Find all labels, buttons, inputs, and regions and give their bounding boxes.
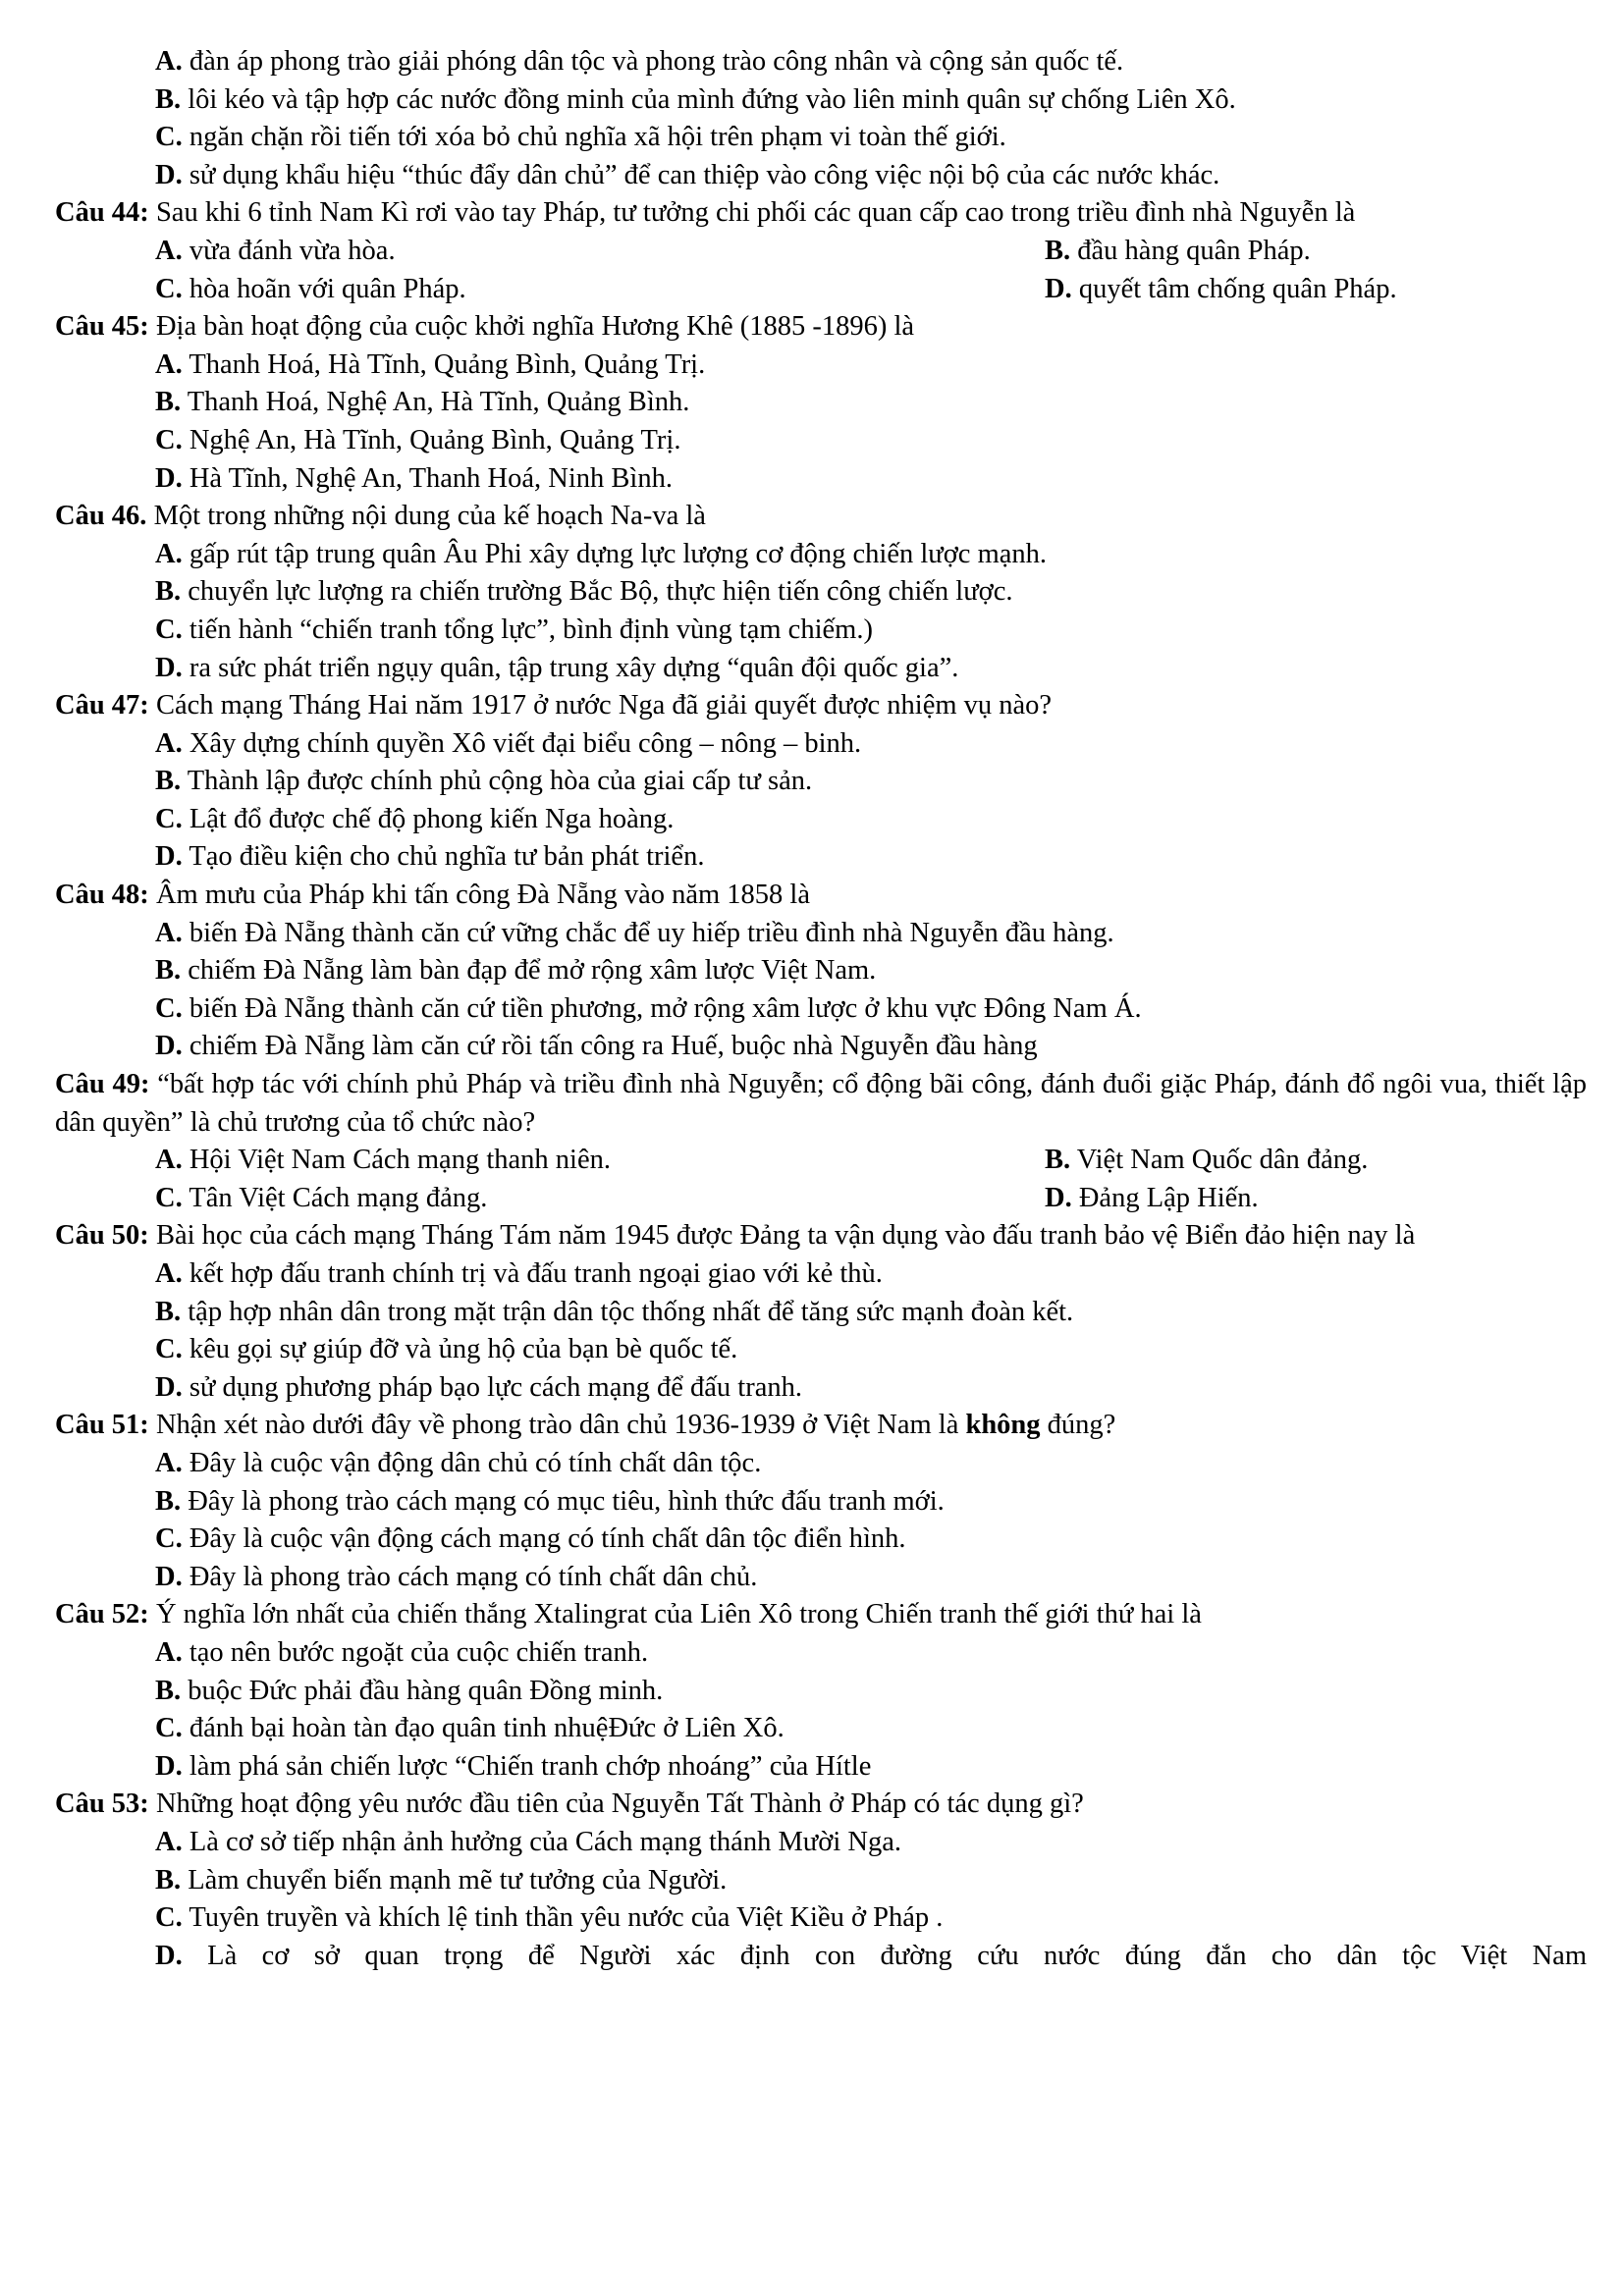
question-53 <box>55 1786 1587 1824</box>
option-b: B. lôi kéo và tập hợp các nước đồng minh của mình đứng vào liên minh quân sự chống Liên Xô. <box>155 83 1236 115</box>
question-text: Âm mưu của Pháp khi tấn công Đà Nẵng vào năm 1858 là <box>148 880 810 911</box>
question-label: Câu 47: <box>55 690 149 721</box>
option-c: C. đánh bại hoàn tàn đạo quân tinh nhuệĐức ở Liên Xô. <box>155 1713 784 1744</box>
question-52 <box>55 1596 1587 1634</box>
option-c: C. Lật đổ được chế độ phong kiến Nga hoàng. <box>155 803 675 834</box>
question-45 <box>55 308 1587 347</box>
question-text: Một trong những nội dung của kế hoạch Na-va là <box>146 501 706 532</box>
question-text: Cách mạng Tháng Hai năm 1917 ở nước Nga đã giải quyết được nhiệm vụ nào? <box>148 690 1053 721</box>
option-d: D. chiếm Đà Nẵng làm căn cứ rồi tấn công ra Huế, buộc nhà Nguyễn đầu hàng <box>155 1031 1038 1062</box>
question-51 <box>55 1407 1587 1445</box>
option-a: A. Là cơ sở tiếp nhận ảnh hưởng của Cách mạng thánh Mười Nga. <box>155 1826 901 1857</box>
option-b: B. buộc Đức phải đầu hàng quân Đồng minh. <box>155 1675 664 1706</box>
question-label: Câu 48: <box>55 880 149 911</box>
option-a: A. kết hợp đấu tranh chính trị và đấu tranh ngoại giao với kẻ thù. <box>155 1258 883 1289</box>
question-text: Ý nghĩa lớn nhất của chiến thắng Xtalingrat của Liên Xô trong Chiến tranh thế giới thứ hai là <box>148 1599 1202 1630</box>
option-c: C. ngăn chặn rồi tiến tới xóa bỏ chủ nghĩa xã hội trên phạm vi toàn thế giới. <box>155 122 1006 153</box>
option-a: A. vừa đánh vừa hòa. <box>155 235 396 266</box>
option-b: B. Làm chuyển biến mạnh mẽ tư tưởng của Người. <box>155 1864 728 1896</box>
option-c: C. Nghệ An, Hà Tĩnh, Quảng Bình, Quảng Trị. <box>155 424 681 455</box>
question-text: Những hoạt động yêu nước đầu tiên của Nguyễn Tất Thành ở Pháp có tác dụng gì? <box>148 1789 1084 1820</box>
option-c: C. hòa hoãn với quân Pháp. <box>155 273 466 304</box>
option-b: B. Thành lập được chính phủ cộng hòa của giai cấp tư sản. <box>155 766 813 797</box>
question-47 <box>55 687 1587 725</box>
option-a: A. Xây dựng chính quyền Xô viết đại biểu công – nông – binh. <box>155 727 862 759</box>
question-label: Câu 50: <box>55 1220 149 1252</box>
question-label: Câu 46. <box>55 501 147 532</box>
question-label: Câu 44: <box>55 197 149 229</box>
option-row <box>55 233 1587 271</box>
option-c: C. Tân Việt Cách mạng đảng. <box>155 1182 488 1213</box>
question-label: Câu 45: <box>55 311 149 343</box>
option-a: A. gấp rút tập trung quân Âu Phi xây dựng lực lượng cơ động chiến lược mạnh. <box>155 538 1048 569</box>
option-d: D. ra sức phát triển ngụy quân, tập trung xây dựng “quân đội quốc gia”. <box>155 652 959 683</box>
question-text: Bài học của cách mạng Tháng Tám năm 1945 được Đảng ta vận dụng vào đấu tranh bảo vệ Biển đảo hiện nay là <box>148 1220 1416 1252</box>
option-d: D. sử dụng phương pháp bạo lực cách mạng để đấu tranh. <box>155 1371 802 1403</box>
question-46 <box>55 498 1587 536</box>
option-b: B. Thanh Hoá, Nghệ An, Hà Tĩnh, Quảng Bình. <box>155 387 690 418</box>
option-d: D. Hà Tĩnh, Nghệ An, Thanh Hoá, Ninh Bình. <box>155 462 673 494</box>
option-b: B. tập hợp nhân dân trong mặt trận dân tộc thống nhất để tăng sức mạnh đoàn kết. <box>155 1296 1074 1327</box>
question-text: Địa bàn hoạt động của cuộc khởi nghĩa Hương Khê (1885 -1896) là <box>148 311 915 343</box>
option-row <box>55 1142 1587 1180</box>
option-d: D. Tạo điều kiện cho chủ nghĩa tư bản phát triển. <box>155 841 705 873</box>
option-d: D. quyết tâm chống quân Pháp. <box>1045 273 1397 304</box>
question-44 <box>55 194 1587 233</box>
option-b: B. chuyển lực lượng ra chiến trường Bắc Bộ, thực hiện tiến công chiến lược. <box>155 576 1013 608</box>
option-d: D. Đảng Lập Hiến. <box>1045 1182 1259 1213</box>
question-label: Câu 53: <box>55 1789 149 1820</box>
exam-page <box>55 43 1587 1975</box>
option-c: C. Đây là cuộc vận động cách mạng có tính chất dân tộc điển hình. <box>155 1523 906 1555</box>
option-row <box>55 1180 1587 1218</box>
option-b: B. Việt Nam Quốc dân đảng. <box>1045 1145 1369 1176</box>
question-49 <box>55 1066 1587 1142</box>
option-row <box>55 271 1587 309</box>
option-a: A. Thanh Hoá, Hà Tĩnh, Quảng Bình, Quảng Trị. <box>155 348 706 380</box>
option-a: A. đàn áp phong trào giải phóng dân tộc và phong trào công nhân và cộng sản quốc tế. <box>155 46 1124 77</box>
option-b: B. Đây là phong trào cách mạng có mục tiêu, hình thức đấu tranh mới. <box>155 1485 945 1517</box>
question-50 <box>55 1217 1587 1255</box>
option-c: C. kêu gọi sự giúp đỡ và ủng hộ của bạn bè quốc tế. <box>155 1334 738 1365</box>
option-b: B. chiếm Đà Nẵng làm bàn đạp để mở rộng xâm lược Việt Nam. <box>155 955 877 987</box>
option-c: C. Tuyên truyền và khích lệ tinh thần yêu nước của Việt Kiều ở Pháp . <box>155 1902 944 1934</box>
question-label: Câu 49: <box>55 1069 150 1100</box>
option-d: D. Là cơ sở quan trọng để Người xác định con đường cứu nước đúng đắn cho dân tộc Việt Nam <box>155 1940 1587 1971</box>
option-c: C. biến Đà Nẵng thành căn cứ tiền phương, mở rộng xâm lược ở khu vực Đông Nam Á. <box>155 992 1142 1024</box>
question-label: Câu 51: <box>55 1410 149 1441</box>
option-d: D. làm phá sản chiến lược “Chiến tranh chớp nhoáng” của Hítle <box>155 1750 872 1782</box>
option-d: D. Đây là phong trào cách mạng có tính chất dân chủ. <box>155 1561 758 1592</box>
option-a: A. Hội Việt Nam Cách mạng thanh niên. <box>155 1145 611 1176</box>
question-text: Sau khi 6 tỉnh Nam Kì rơi vào tay Pháp, tư tưởng chi phối các quan cấp cao trong triều đình nhà Nguyễn là <box>148 197 1356 229</box>
option-a: A. Đây là cuộc vận động dân chủ có tính chất dân tộc. <box>155 1447 762 1478</box>
question-text: Nhận xét nào dưới đây về phong trào dân chủ 1936-1939 ở Việt Nam là <box>148 1410 966 1441</box>
question-label: Câu 52: <box>55 1599 149 1630</box>
emphasis-not: không <box>965 1410 1041 1441</box>
question-text-end: đúng? <box>1040 1410 1116 1441</box>
option-b: B. đầu hàng quân Pháp. <box>1045 235 1311 266</box>
option-d: D. sử dụng khẩu hiệu “thúc đẩy dân chủ” để can thiệp vào công việc nội bộ của các nước khác. <box>155 159 1220 190</box>
option-a: A. tạo nên bước ngoặt của cuộc chiến tranh. <box>155 1636 649 1668</box>
question-48 <box>55 877 1587 915</box>
question-text: “bất hợp tác với chính phủ Pháp và triều đình nhà Nguyễn; cổ động bãi công, đánh đuổi giặc Pháp, đánh đổ ngôi vua, thiết lập dân quyền” là chủ trương của tổ chức nào? <box>55 1069 1587 1138</box>
option-a: A. biến Đà Nẵng thành căn cứ vững chắc để uy hiếp triều đình nhà Nguyễn đầu hàng. <box>155 917 1114 948</box>
option-c: C. tiến hành “chiến tranh tổng lực”, bình định vùng tạm chiếm.) <box>155 614 873 645</box>
